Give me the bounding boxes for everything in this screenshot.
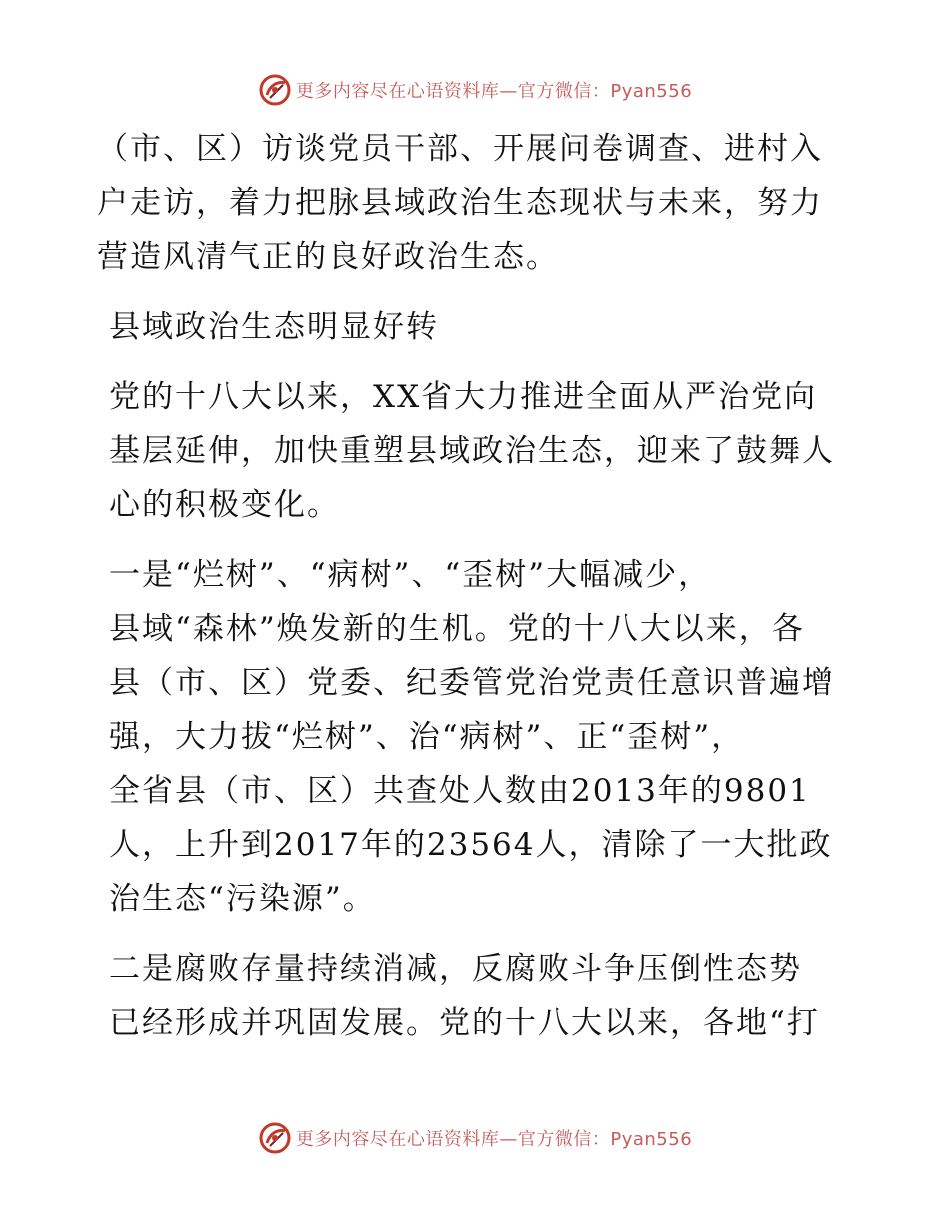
header-watermark-banner	[0, 70, 950, 110]
text-line: 营造风清气正的良好政治生态。	[97, 239, 559, 275]
text-line: 党的十八大以来，XX省大力推进全面从严治党向	[109, 379, 818, 415]
paragraph-point-one	[97, 548, 857, 926]
text-line: 二是腐败存量持续消减，反腐败斗争压倒性态势	[109, 951, 802, 987]
text-line: 县域“森林”焕发新的生机。党的十八大以来，各	[109, 611, 805, 647]
paragraph-point-two	[97, 942, 857, 1050]
logo-icon	[258, 73, 292, 107]
paragraph-intro	[97, 122, 857, 284]
logo-icon	[258, 1121, 292, 1155]
text-line: 治生态“污染源”。	[109, 881, 376, 917]
text-line: 心的积极变化。	[109, 487, 340, 523]
heading-text: 县域政治生态明显好转	[109, 309, 439, 345]
text-line: 一是“烂树”、“病树”、“歪树”大幅减少，	[109, 557, 712, 593]
text-line: （市、区）访谈党员干部、开展问卷调查、进村入	[97, 131, 823, 167]
header-banner-text: 更多内容尽在心语资料库—官方微信：Pyan556	[295, 81, 693, 102]
text-line: 强，大力拔“烂树”、治“病树”、正“歪树”，	[109, 719, 745, 755]
text-line: 户走访，着力把脉县域政治生态现状与未来，努力	[97, 185, 823, 221]
text-line: 全省县（市、区）共查处人数由2013年的9801	[109, 773, 811, 809]
section-heading	[97, 300, 857, 354]
text-line: 县（市、区）党委、纪委管党治党责任意识普遍增	[109, 665, 835, 701]
text-line: 已经形成并巩固发展。党的十八大以来，各地“打	[109, 1005, 820, 1041]
text-line: 基层延伸，加快重塑县域政治生态，迎来了鼓舞人	[109, 433, 835, 469]
footer-watermark-banner	[0, 1118, 950, 1158]
document-body	[97, 122, 857, 1066]
text-line: 人，上升到2017年的23564人，清除了一大批政	[109, 827, 833, 863]
footer-banner-text: 更多内容尽在心语资料库—官方微信：Pyan556	[295, 1129, 693, 1150]
paragraph-overview	[97, 370, 857, 532]
